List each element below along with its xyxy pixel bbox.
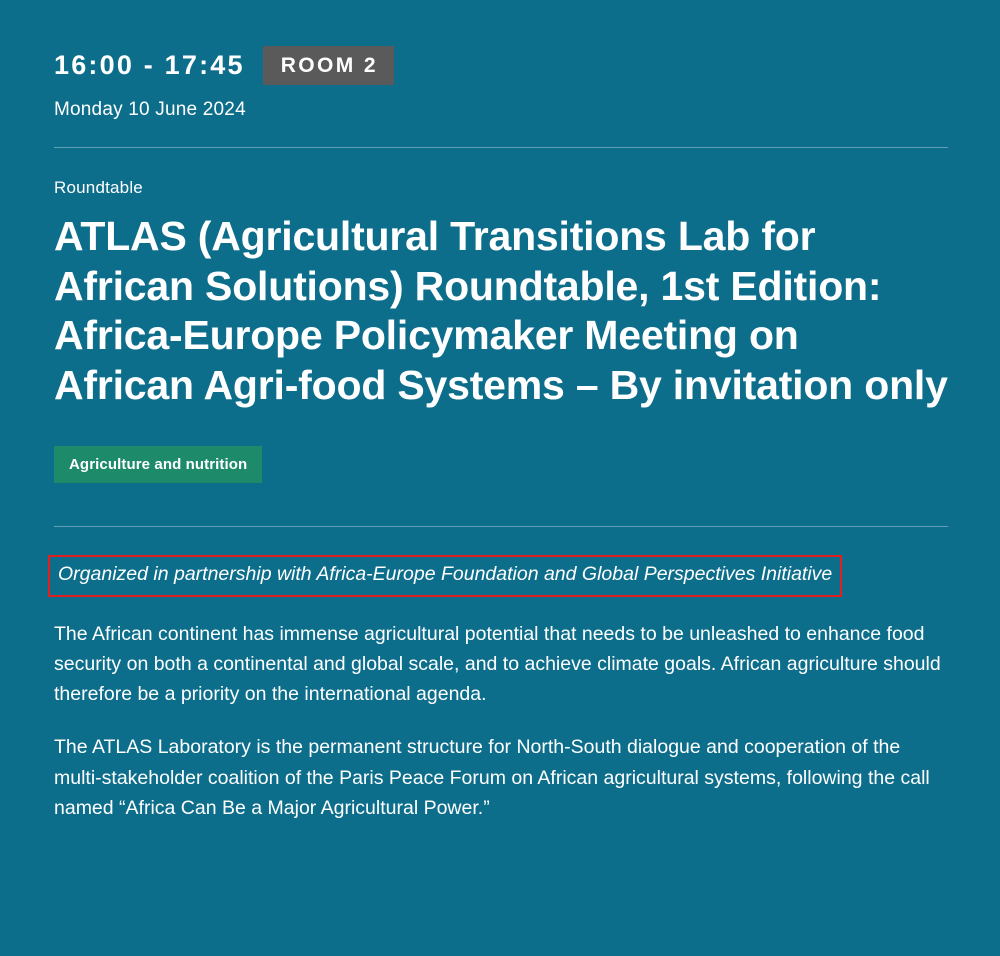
page-title: ATLAS (Agricultural Transitions Lab for African Solutions) Roundtable, 1st Edition: Africa-Europe Policymaker Meeting on African Agri-food Systems – By invitation only	[54, 213, 948, 408]
divider-middle	[54, 526, 948, 527]
divider-top	[54, 147, 948, 148]
room-badge: ROOM 2	[263, 46, 394, 85]
session-date: Monday 10 June 2024	[54, 99, 246, 120]
partnership-highlight	[48, 555, 842, 596]
topic-tag[interactable]: Agriculture and nutrition	[54, 446, 262, 483]
partnership-text: Organized in partnership with Africa-Europe Foundation and Global Perspectives Initiative	[58, 563, 833, 586]
session-time: 16:00 - 17:45	[54, 50, 245, 80]
description-paragraph: The African continent has immense agricultural potential that needs to be unleashed to enhance food security on both a continental and global scale, and to achieve climate goals. African agriculture should therefore be a priority on the international agenda.	[54, 622, 941, 706]
session-time-row	[54, 46, 948, 85]
description-paragraph: The ATLAS Laboratory is the permanent structure for North-South dialogue and cooperation of the multi-stakeholder coalition of the Paris Peace Forum on African agricultural systems, following the call named “Africa Can Be a Major Agricultural Power.”	[54, 736, 930, 819]
session-format: Roundtable	[54, 178, 143, 197]
